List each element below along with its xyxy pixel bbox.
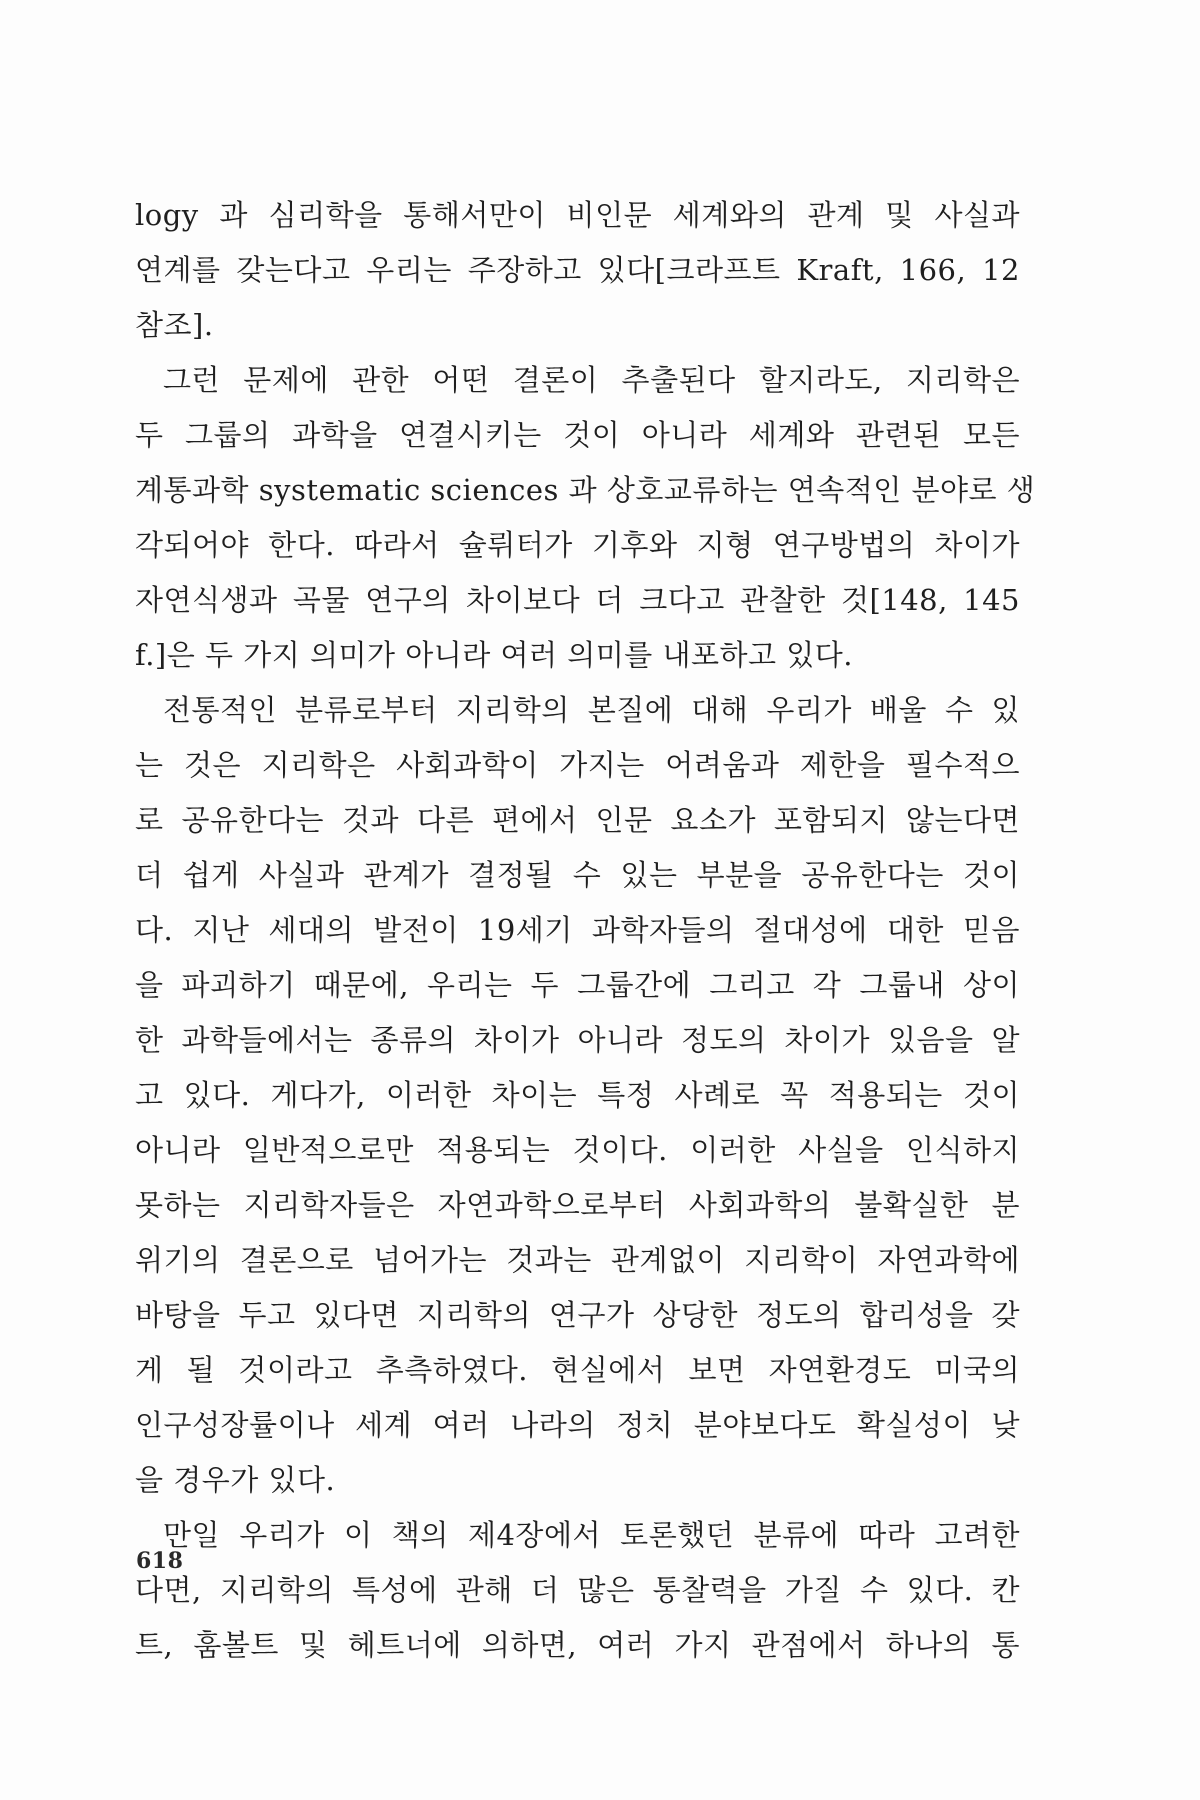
body-text [135,188,1036,1673]
text-line: 로 공유한다는 것과 다른 편에서 인문 요소가 포함되지 않는다면 [135,803,1020,837]
text-line: 계통과학 systematic sciences 과 상호교류하는 연속적인 분야로 생 [135,473,1036,507]
page-number: 618 [136,1548,184,1574]
text-line: 인구성장률이나 세계 여러 나라의 정치 분야보다도 확실성이 낮 [135,1408,1020,1442]
text-line: 는 것은 지리학은 사회과학이 가지는 어려움과 제한을 필수적으 [135,748,1020,782]
text-line: 위기의 결론으로 넘어가는 것과는 관계없이 지리학이 자연과학에 [135,1243,1020,1277]
text-line: 더 쉽게 사실과 관계가 결정될 수 있는 부분을 공유한다는 것이 [135,858,1020,892]
text-line: logy 과 심리학을 통해서만이 비인문 세계와의 관계 및 사실과 [135,198,1020,232]
text-line: 연계를 갖는다고 우리는 주장하고 있다[크라프트 Kraft, 166, 12 [135,253,1020,287]
text-line: 두 그룹의 과학을 연결시키는 것이 아니라 세계와 관련된 모든 [135,418,1020,452]
paragraph-start-line: 그런 문제에 관한 어떤 결론이 추출된다 할지라도, 지리학은 [163,363,1020,397]
text-line: 을 파괴하기 때문에, 우리는 두 그룹간에 그리고 각 그룹내 상이 [135,968,1020,1002]
paragraph-start-line: 만일 우리가 이 책의 제4장에서 토론했던 분류에 따라 고려한 [163,1518,1020,1552]
text-line: f.]은 두 가지 의미가 아니라 여러 의미를 내포하고 있다. [135,638,853,672]
text-line: 아니라 일반적으로만 적용되는 것이다. 이러한 사실을 인식하지 [135,1133,1020,1167]
text-line: 자연식생과 곡물 연구의 차이보다 더 크다고 관찰한 것[148, 145 [135,583,1020,617]
text-line: 각되어야 한다. 따라서 슐뤼터가 기후와 지형 연구방법의 차이가 [135,528,1020,562]
text-line: 트, 훔볼트 및 헤트너에 의하면, 여러 가지 관점에서 하나의 통 [135,1628,1020,1662]
text-line: 고 있다. 게다가, 이러한 차이는 특정 사례로 꼭 적용되는 것이 [135,1078,1020,1112]
text-line: 못하는 지리학자들은 자연과학으로부터 사회과학의 불확실한 분 [135,1188,1020,1222]
paragraph-start-line: 전통적인 분류로부터 지리학의 본질에 대해 우리가 배울 수 있 [163,693,1020,727]
text-line: 다. 지난 세대의 발전이 19세기 과학자들의 절대성에 대한 믿음 [135,913,1020,947]
text-line: 을 경우가 있다. [135,1463,336,1497]
text-line: 한 과학들에서는 종류의 차이가 아니라 정도의 차이가 있음을 알 [135,1023,1020,1057]
text-line: 다면, 지리학의 특성에 관해 더 많은 통찰력을 가질 수 있다. 칸 [135,1573,1020,1607]
text-line: 참조]. [135,308,214,342]
text-line: 바탕을 두고 있다면 지리학의 연구가 상당한 정도의 합리성을 갖 [135,1298,1020,1332]
text-line: 게 될 것이라고 추측하였다. 현실에서 보면 자연환경도 미국의 [135,1353,1020,1387]
